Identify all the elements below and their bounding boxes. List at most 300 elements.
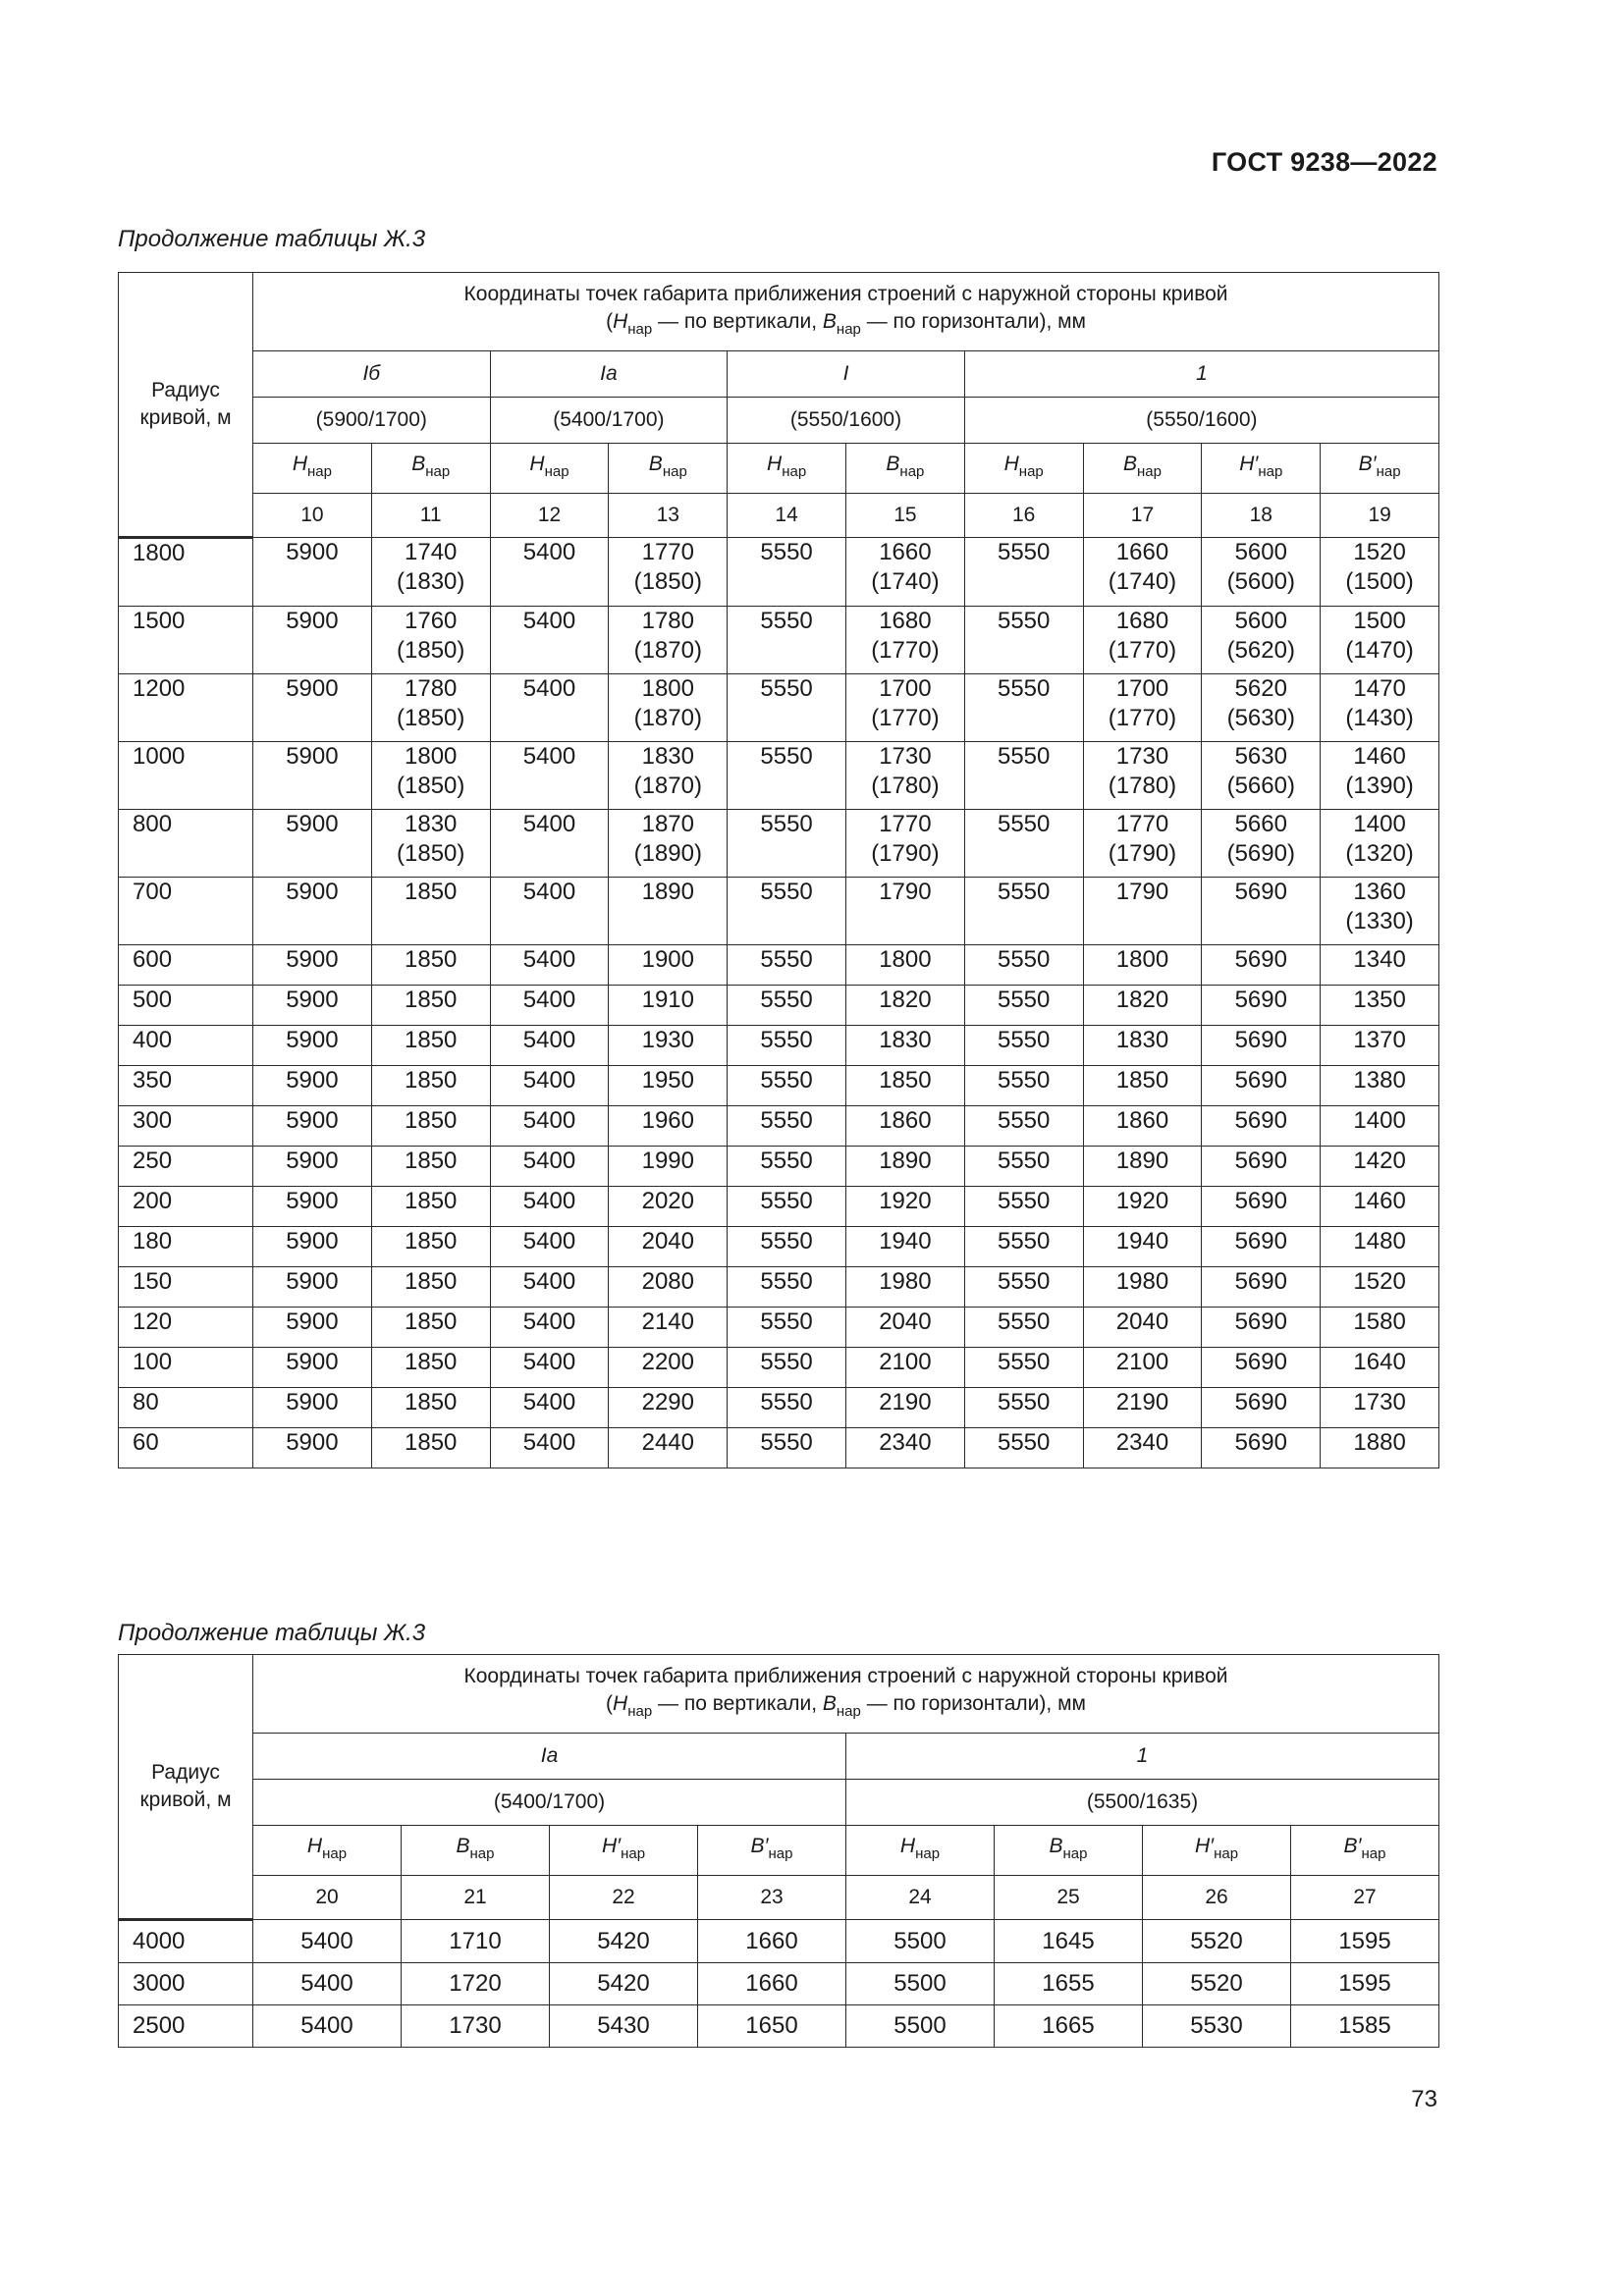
- cell-value: 5400: [522, 987, 576, 1013]
- cell-value: 1950: [641, 1067, 694, 1094]
- table1-caption: Продолжение таблицы Ж.3: [118, 226, 426, 252]
- cell-value: 2140: [641, 1308, 694, 1335]
- table-cell: [1202, 538, 1321, 607]
- table-cell: [490, 538, 609, 607]
- table-cell: [550, 2005, 698, 2048]
- cell-alt-value: (5690): [1226, 840, 1295, 867]
- cell-value: 5550: [997, 1268, 1051, 1295]
- table-cell: [371, 538, 490, 607]
- cell-value: 1850: [405, 1067, 458, 1094]
- table-cell: [728, 945, 846, 986]
- cell-value: 1940: [1115, 1228, 1169, 1255]
- table-cell: [1321, 674, 1439, 742]
- title-h-sub: нар: [627, 1702, 653, 1720]
- table-cell: [490, 1066, 609, 1106]
- cell-value: 5900: [286, 743, 339, 770]
- table-row: [119, 1348, 1439, 1388]
- table-cell: [1202, 1308, 1321, 1348]
- cell-alt-value: (1770): [871, 705, 940, 731]
- table-cell: [253, 1227, 372, 1267]
- cell-value: 5900: [286, 539, 339, 565]
- table-cell: [1321, 607, 1439, 674]
- cell-value: 5900: [286, 946, 339, 973]
- cell-value: 5400: [522, 1107, 576, 1134]
- cell-value: 1800: [879, 946, 932, 973]
- variable-header: [253, 1826, 402, 1876]
- variable-header: [371, 444, 490, 494]
- cell-value: 1960: [641, 1107, 694, 1134]
- table-row: [119, 1147, 1439, 1187]
- table-cell: [1083, 538, 1202, 607]
- table-cell: [728, 674, 846, 742]
- cell-alt-value: (1850): [397, 637, 465, 664]
- cell-value: 1720: [449, 1970, 502, 1997]
- table-row: [119, 538, 1439, 607]
- cell-value: 1910: [641, 987, 694, 1013]
- cell-value: 5400: [522, 1228, 576, 1255]
- table-cell: [1083, 607, 1202, 674]
- table-cell: [371, 1187, 490, 1227]
- variable-header: [845, 444, 964, 494]
- table-cell: [253, 1963, 402, 2005]
- table-cell: [609, 1147, 728, 1187]
- variable-header: [1291, 1826, 1439, 1876]
- table-cell: [371, 1388, 490, 1428]
- table-cell: [371, 945, 490, 986]
- cell-value: 5620: [1234, 675, 1287, 702]
- table-row: [119, 607, 1439, 674]
- cell-value: 1860: [879, 1107, 932, 1134]
- cell-value: 2190: [879, 1389, 932, 1415]
- table-cell: [1321, 1026, 1439, 1066]
- variable-symbol: H: [767, 453, 783, 475]
- variable-symbol: H: [306, 1835, 323, 1857]
- standard-designation: ГОСТ 9238—2022: [1211, 147, 1437, 177]
- table-cell: [698, 1963, 846, 2005]
- table-cell: [1083, 1066, 1202, 1106]
- table-row: [119, 742, 1439, 810]
- cell-value: 5550: [760, 743, 813, 770]
- table-cell: [1202, 607, 1321, 674]
- cell-value: 5400: [300, 2012, 353, 2039]
- table-cell: [1083, 1267, 1202, 1308]
- cell-value: 1645: [1042, 1927, 1095, 1954]
- table-cell: [845, 986, 964, 1026]
- table-cell: [1083, 674, 1202, 742]
- cell-value: 1850: [405, 1148, 458, 1174]
- cell-value: 1650: [745, 2012, 798, 2039]
- cell-value: 5550: [997, 743, 1051, 770]
- variable-subscript: нар: [621, 1845, 646, 1862]
- cell-value: 1710: [449, 1927, 502, 1954]
- table-cell: [728, 742, 846, 810]
- cell-value: 1460: [1353, 743, 1406, 770]
- cell-value: 5400: [522, 743, 576, 770]
- cell-value: 2040: [879, 1308, 932, 1335]
- variable-header: [550, 1826, 698, 1876]
- title-line-1: Координаты точек габарита приближения строений с наружной стороны кривой: [463, 282, 1228, 305]
- cell-value: 5900: [286, 1389, 339, 1415]
- table-cell: [371, 742, 490, 810]
- cell-value: 1920: [879, 1188, 932, 1214]
- title-mid: — по вертикали,: [652, 309, 823, 333]
- table-cell: [1083, 1227, 1202, 1267]
- cell-value: 1800: [405, 743, 458, 770]
- table-cell: [845, 1147, 964, 1187]
- table-cell: [1321, 538, 1439, 607]
- variable-symbol: B′: [1343, 1835, 1362, 1857]
- cell-alt-value: (1850): [397, 840, 465, 867]
- cell-value: 1800: [1115, 946, 1169, 973]
- variable-symbol: B: [1049, 1835, 1063, 1857]
- table-cell: [728, 1227, 846, 1267]
- variable-header: [609, 444, 728, 494]
- table-cell: [1321, 1348, 1439, 1388]
- page-number: 73: [1411, 2086, 1437, 2112]
- cell-value: 5660: [1234, 811, 1287, 837]
- table-cell: [728, 878, 846, 945]
- cell-value: 1380: [1353, 1067, 1406, 1094]
- cell-value: 1820: [879, 987, 932, 1013]
- cell-value: 5690: [1234, 1107, 1287, 1134]
- table-cell: [550, 1963, 698, 2005]
- cell-value: 5690: [1234, 1027, 1287, 1053]
- table-cell: [1083, 1348, 1202, 1388]
- variable-header: [846, 1826, 995, 1876]
- table-cell: [609, 1267, 728, 1308]
- radius-value: 100: [119, 1348, 253, 1388]
- table-cell: [1143, 2005, 1291, 2048]
- cell-value: 5550: [997, 675, 1051, 702]
- cell-value: 1890: [879, 1148, 932, 1174]
- cell-value: 5900: [286, 1188, 339, 1214]
- table-cell: [1321, 1308, 1439, 1348]
- cell-value: 1890: [641, 879, 694, 905]
- cell-value: 5900: [286, 811, 339, 837]
- column-number: 25: [995, 1876, 1143, 1920]
- cell-value: 5400: [300, 1970, 353, 1997]
- cell-value: 1850: [405, 879, 458, 905]
- table-cell: [609, 1428, 728, 1468]
- table-row: [119, 1066, 1439, 1106]
- cell-value: 5550: [760, 1228, 813, 1255]
- table-row: [119, 1106, 1439, 1147]
- table-cell: [964, 1428, 1083, 1468]
- variable-header: [698, 1826, 846, 1876]
- title-paren: (: [606, 309, 614, 333]
- table-cell: [728, 986, 846, 1026]
- table-cell: [845, 1066, 964, 1106]
- cell-value: 1700: [879, 675, 932, 702]
- title-end: — по горизонтали), мм: [860, 1691, 1086, 1715]
- radius-value: 300: [119, 1106, 253, 1147]
- radius-value: 3000: [119, 1963, 253, 2005]
- table-cell: [964, 1348, 1083, 1388]
- variable-symbol: B: [1122, 453, 1137, 475]
- cell-value: 5550: [760, 1188, 813, 1214]
- table-cell: [728, 1388, 846, 1428]
- variable-symbol: B: [886, 453, 900, 475]
- column-number: 10: [253, 494, 372, 538]
- table-cell: [1202, 742, 1321, 810]
- table-cell: [1083, 1308, 1202, 1348]
- table-cell: [490, 1227, 609, 1267]
- cell-alt-value: (1780): [1108, 773, 1177, 799]
- variable-symbol: H′: [1194, 1835, 1215, 1857]
- variable-header: [728, 444, 846, 494]
- title-b-sub: нар: [836, 320, 861, 338]
- cell-value: 1400: [1353, 811, 1406, 837]
- table-cell: [1202, 1147, 1321, 1187]
- cell-value: 5550: [997, 1349, 1051, 1375]
- cell-value: 5900: [286, 1148, 339, 1174]
- variable-header: [964, 444, 1083, 494]
- radius-value: 400: [119, 1026, 253, 1066]
- table-cell: [609, 538, 728, 607]
- table-row: [119, 810, 1439, 878]
- cell-value: 5900: [286, 1268, 339, 1295]
- cell-value: 5500: [893, 1970, 947, 1997]
- cell-value: 5400: [522, 1429, 576, 1456]
- table-row: [119, 945, 1439, 986]
- cell-alt-value: (1770): [871, 637, 940, 664]
- cell-value: 1585: [1338, 2012, 1391, 2039]
- table-cell: [371, 607, 490, 674]
- table-row: [119, 986, 1439, 1026]
- variable-subscript: нар: [544, 463, 569, 480]
- table-cell: [995, 1963, 1143, 2005]
- table-cell: [845, 878, 964, 945]
- table-cell: [1321, 878, 1439, 945]
- cell-alt-value: (1740): [1108, 568, 1177, 595]
- cell-value: 5400: [522, 879, 576, 905]
- column-number: 20: [253, 1876, 402, 1920]
- cell-value: 1790: [1115, 879, 1169, 905]
- table-cell: [964, 1388, 1083, 1428]
- cell-value: 5690: [1234, 879, 1287, 905]
- column-number: 16: [964, 494, 1083, 538]
- cell-value: 1820: [1115, 987, 1169, 1013]
- table-row: [119, 1227, 1439, 1267]
- table-cell: [964, 810, 1083, 878]
- cell-alt-value: (1830): [397, 568, 465, 595]
- cell-value: 1850: [405, 1188, 458, 1214]
- table-cell: [1291, 1920, 1439, 1963]
- cell-value: 1730: [879, 743, 932, 770]
- cell-value: 5400: [522, 539, 576, 565]
- radius-value: 2500: [119, 2005, 253, 2048]
- cell-value: 2040: [1115, 1308, 1169, 1335]
- clearance-dims: (5550/1600): [964, 398, 1438, 444]
- cell-value: 1770: [641, 539, 694, 565]
- table-cell: [1202, 945, 1321, 986]
- cell-value: 5550: [997, 608, 1051, 634]
- clearance-dims: (5400/1700): [490, 398, 728, 444]
- table-row: [119, 1963, 1439, 2005]
- table-cell: [964, 945, 1083, 986]
- variable-symbol: H′: [1239, 453, 1259, 475]
- cell-value: 5690: [1234, 1228, 1287, 1255]
- clearance-dims: (5500/1635): [846, 1780, 1439, 1826]
- cell-value: 1860: [1115, 1107, 1169, 1134]
- table-cell: [402, 1920, 550, 1963]
- cell-value: 1940: [879, 1228, 932, 1255]
- table-cell: [1202, 1227, 1321, 1267]
- table-cell: [371, 1227, 490, 1267]
- column-number: 11: [371, 494, 490, 538]
- table-cell: [964, 878, 1083, 945]
- cell-value: 1655: [1042, 1970, 1095, 1997]
- cell-value: 2340: [1115, 1429, 1169, 1456]
- cell-value: 1730: [1353, 1389, 1406, 1415]
- table-cell: [1202, 1026, 1321, 1066]
- table-cell: [1083, 1187, 1202, 1227]
- table-cell: [845, 1106, 964, 1147]
- table-row: [119, 1026, 1439, 1066]
- clearance-level: Iб: [253, 351, 491, 398]
- column-number: 26: [1143, 1876, 1291, 1920]
- clearance-level: Iа: [490, 351, 728, 398]
- column-number: 15: [845, 494, 964, 538]
- variable-symbol: B: [456, 1835, 470, 1857]
- radius-value: 120: [119, 1308, 253, 1348]
- cell-value: 1680: [1115, 608, 1169, 634]
- table-cell: [846, 2005, 995, 2048]
- cell-value: 5900: [286, 1228, 339, 1255]
- table-cell: [609, 810, 728, 878]
- table-cell: [1321, 1388, 1439, 1428]
- table-cell: [964, 1267, 1083, 1308]
- table-cell: [371, 810, 490, 878]
- table-cell: [1321, 810, 1439, 878]
- cell-value: 1730: [449, 2012, 502, 2039]
- cell-value: 1780: [405, 675, 458, 702]
- cell-alt-value: (1770): [1108, 637, 1177, 664]
- table-cell: [1321, 742, 1439, 810]
- table-cell: [1321, 1066, 1439, 1106]
- table-row: [119, 1428, 1439, 1468]
- table-cell: [253, 1348, 372, 1388]
- variable-symbol: H: [1003, 453, 1019, 475]
- radius-value: 500: [119, 986, 253, 1026]
- variable-subscript: нар: [322, 1845, 348, 1862]
- cell-value: 5550: [760, 1268, 813, 1295]
- cell-value: 1850: [405, 1027, 458, 1053]
- cell-alt-value: (1870): [633, 773, 702, 799]
- table-row: [119, 1308, 1439, 1348]
- table-cell: [1083, 986, 1202, 1026]
- table-cell: [728, 1106, 846, 1147]
- cell-value: 5550: [997, 1148, 1051, 1174]
- table-cell: [609, 1187, 728, 1227]
- table-cell: [1202, 1187, 1321, 1227]
- table-cell: [253, 538, 372, 607]
- cell-value: 5400: [522, 1389, 576, 1415]
- table-cell: [253, 1267, 372, 1308]
- cell-value: 1640: [1353, 1349, 1406, 1375]
- cell-value: 1990: [641, 1148, 694, 1174]
- cell-value: 1340: [1353, 946, 1406, 973]
- cell-value: 1850: [405, 1308, 458, 1335]
- cell-value: 5550: [760, 675, 813, 702]
- table-cell: [609, 742, 728, 810]
- table-cell: [490, 607, 609, 674]
- table-cell: [490, 1147, 609, 1187]
- variable-symbol: B: [411, 453, 426, 475]
- cell-value: 5690: [1234, 1148, 1287, 1174]
- cell-value: 1660: [745, 1927, 798, 1954]
- cell-alt-value: (1740): [871, 568, 940, 595]
- cell-value: 1930: [641, 1027, 694, 1053]
- table-cell: [371, 1267, 490, 1308]
- cell-value: 1980: [879, 1268, 932, 1295]
- table-row: [119, 878, 1439, 945]
- title-h: H: [613, 309, 628, 333]
- table-cell: [728, 1026, 846, 1066]
- cell-value: 1520: [1353, 539, 1406, 565]
- table-cell: [728, 1066, 846, 1106]
- cell-value: 5550: [760, 1349, 813, 1375]
- table-cell: [1202, 1066, 1321, 1106]
- table-cell: [371, 878, 490, 945]
- cell-alt-value: (1320): [1345, 840, 1414, 867]
- variable-symbol: H: [529, 453, 545, 475]
- table-cell: [964, 1227, 1083, 1267]
- cell-value: 5900: [286, 1067, 339, 1094]
- variable-subscript: нар: [425, 463, 451, 480]
- cell-alt-value: (1850): [633, 568, 702, 595]
- cell-value: 1830: [879, 1027, 932, 1053]
- cell-value: 1850: [405, 1268, 458, 1295]
- radius-value: 180: [119, 1227, 253, 1267]
- cell-value: 1580: [1353, 1308, 1406, 1335]
- cell-value: 1850: [405, 987, 458, 1013]
- table-cell: [1202, 1267, 1321, 1308]
- variable-header: [1202, 444, 1321, 494]
- radius-value: 250: [119, 1147, 253, 1187]
- clearance-level: I: [728, 351, 965, 398]
- table-cell: [964, 607, 1083, 674]
- table-cell: [846, 1963, 995, 2005]
- cell-value: 1730: [1115, 743, 1169, 770]
- cell-value: 1660: [1115, 539, 1169, 565]
- title-line-1: Координаты точек габарита приближения строений с наружной стороны кривой: [463, 1664, 1228, 1687]
- column-number: 12: [490, 494, 609, 538]
- cell-value: 5690: [1234, 1429, 1287, 1456]
- table-cell: [728, 607, 846, 674]
- table-cell: [1321, 1267, 1439, 1308]
- cell-alt-value: (1850): [397, 705, 465, 731]
- cell-value: 5550: [997, 946, 1051, 973]
- cell-value: 5530: [1190, 2012, 1243, 2039]
- title-end: — по горизонтали), мм: [860, 309, 1086, 333]
- cell-value: 5550: [760, 1107, 813, 1134]
- variable-symbol: H: [292, 453, 307, 475]
- cell-value: 5550: [997, 1308, 1051, 1335]
- table-cell: [490, 1428, 609, 1468]
- cell-value: 1400: [1353, 1107, 1406, 1134]
- cell-value: 1870: [641, 811, 694, 837]
- radius-value: 700: [119, 878, 253, 945]
- table-cell: [1083, 1147, 1202, 1187]
- table-cell: [371, 1026, 490, 1066]
- cell-value: 5900: [286, 675, 339, 702]
- table-cell: [728, 1348, 846, 1388]
- cell-value: 5550: [760, 1308, 813, 1335]
- variable-subscript: нар: [1361, 1845, 1386, 1862]
- table-cell: [402, 1963, 550, 2005]
- cell-value: 5600: [1234, 539, 1287, 565]
